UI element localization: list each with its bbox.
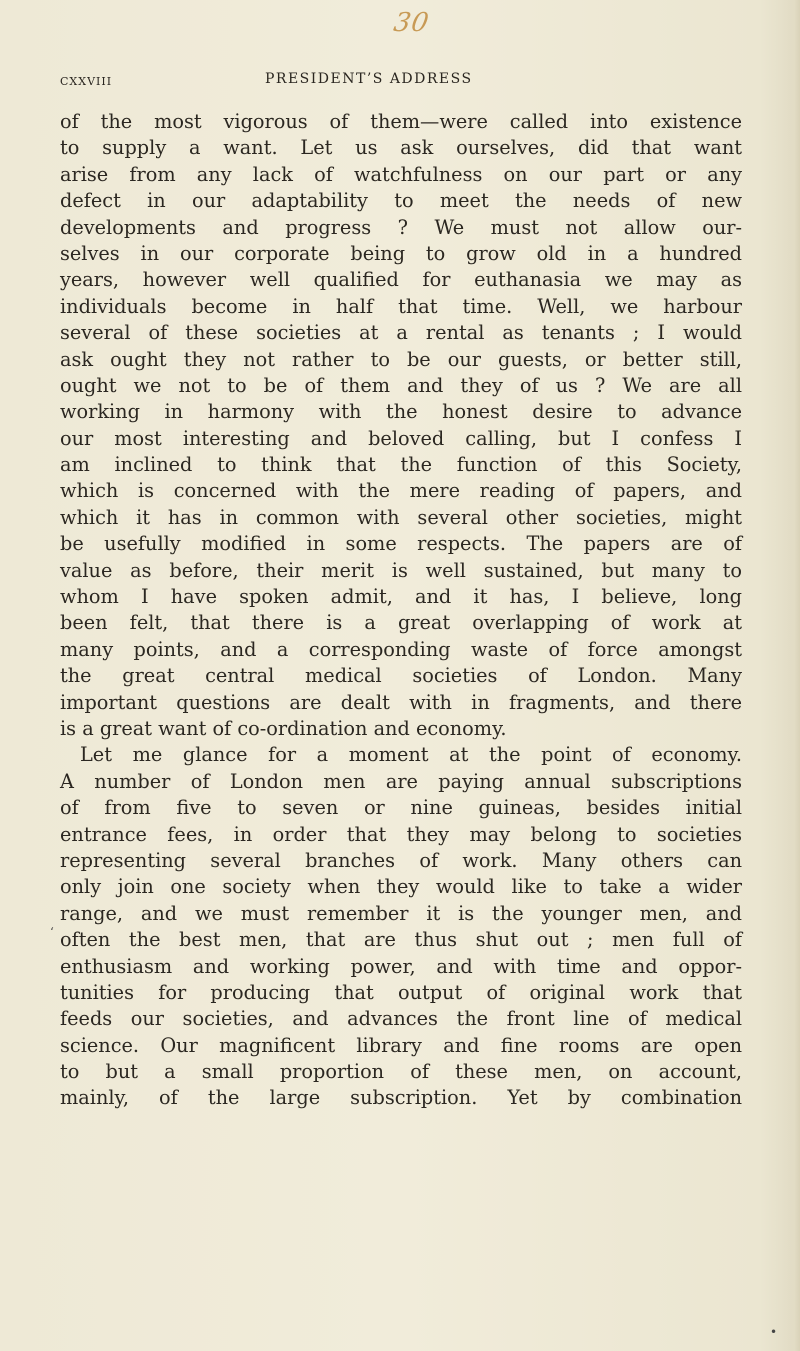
- text-line: often the best men, that are thus shut out ; men full of: [60, 928, 742, 952]
- text-line: our most interesting and beloved calling, but I confess I: [60, 426, 742, 450]
- text-line: selves in our corporate being to grow old in a hundred: [60, 241, 742, 265]
- text-line: to supply a want. Let us ask ourselves, did that want: [60, 136, 742, 160]
- text-line: which it has in common with several other societies, might: [60, 505, 742, 529]
- text-line: value as before, their merit is well sustained, but many to: [60, 558, 742, 582]
- text-line: to but a small proportion of these men, on account,: [60, 1060, 742, 1084]
- text-line: be usefully modified in some respects. The papers are of: [60, 532, 742, 556]
- text-line: defect in our adaptability to meet the needs of new: [60, 189, 742, 213]
- text-line: important questions are dealt with in fragments, and there: [60, 690, 742, 714]
- paragraph-end-line: is a great want of co-ordination and economy.: [60, 716, 507, 740]
- text-line: developments and progress ? We must not allow our-: [60, 215, 742, 239]
- text-line: which is concerned with the mere reading of papers, and: [60, 479, 742, 503]
- text-line: entrance fees, in order that they may belong to societies: [60, 822, 742, 846]
- stray-ink-dot: •: [770, 1325, 778, 1339]
- page-folio: cxxviii: [60, 71, 113, 89]
- text-line: years, however well qualified for euthanasia we may as: [60, 268, 742, 292]
- text-line: range, and we must remember it is the younger men, and: [60, 901, 742, 925]
- text-line: individuals become in half that time. Well, we harbour: [60, 294, 742, 318]
- text-line: been felt, that there is a great overlapping of work at: [60, 611, 742, 635]
- text-line: A number of London men are paying annual subscriptions: [60, 769, 742, 793]
- text-line: ask ought they not rather to be our guests, or better still,: [60, 347, 742, 371]
- text-line: feeds our societies, and advances the front line of medical: [60, 1007, 742, 1031]
- running-head: [60, 71, 740, 93]
- text-line: whom I have spoken admit, and it has, I believe, long: [60, 585, 742, 609]
- paragraph-start-line: Let me glance for a moment at the point of economy.: [80, 743, 742, 767]
- text-line: am inclined to think that the function of this Society,: [60, 453, 742, 477]
- text-line: representing several branches of work. Many others can: [60, 848, 742, 872]
- text-line: ought we not to be of them and they of us ? We are all: [60, 373, 742, 397]
- text-line: working in harmony with the honest desire to advance: [60, 400, 742, 424]
- page-edge-shadow: [786, 0, 800, 1351]
- stray-ink-mark: ‘: [50, 925, 54, 939]
- text-line: enthusiasm and working power, and with time and oppor-: [60, 954, 742, 978]
- text-line: of the most vigorous of them—were called into existence: [60, 110, 742, 133]
- text-line: mainly, of the large subscription. Yet by combination: [60, 1086, 742, 1110]
- body-text: [60, 109, 742, 1112]
- text-line: arise from any lack of watchfulness on our part or any: [60, 162, 742, 186]
- text-line: of from five to seven or nine guineas, besides initial: [60, 796, 742, 820]
- text-line: only join one society when they would like to take a wider: [60, 875, 742, 899]
- running-title: PRESIDENT’S ADDRESS: [265, 71, 473, 87]
- text-line: tunities for producing that output of original work that: [60, 980, 742, 1004]
- handwritten-page-number: 30: [391, 8, 432, 38]
- text-line: several of these societies at a rental as tenants ; I would: [60, 321, 742, 345]
- text-line: science. Our magnificent library and fine rooms are open: [60, 1033, 742, 1057]
- text-line: the great central medical societies of London. Many: [60, 664, 742, 688]
- text-line: many points, and a corresponding waste of force amongst: [60, 637, 742, 661]
